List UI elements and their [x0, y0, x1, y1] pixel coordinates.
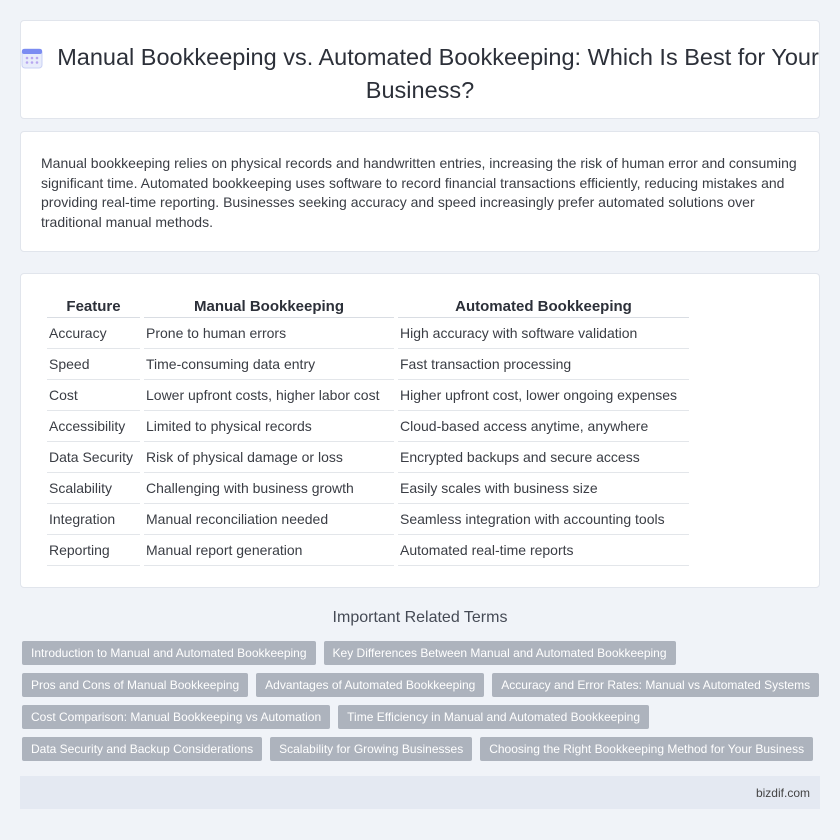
automated-cell: Automated real-time reports [398, 535, 689, 566]
automated-cell: Fast transaction processing [398, 349, 689, 380]
intro-card [20, 131, 820, 252]
tag-row [22, 737, 822, 769]
related-terms-heading: Important Related Terms [332, 609, 508, 626]
tag-row [22, 673, 822, 705]
table-row [47, 504, 689, 535]
header-feature: Feature [47, 296, 140, 318]
feature-cell: Data Security [47, 442, 140, 473]
tag-row [22, 705, 822, 737]
feature-cell: Cost [47, 380, 140, 411]
title-card [20, 20, 820, 119]
related-term-link[interactable]: Pros and Cons of Manual Bookkeeping [22, 673, 248, 697]
manual-cell: Limited to physical records [144, 411, 394, 442]
comparison-table [43, 296, 693, 566]
manual-cell: Time-consuming data entry [144, 349, 394, 380]
feature-cell: Scalability [47, 473, 140, 504]
automated-cell: High accuracy with software validation [398, 318, 689, 349]
feature-cell: Reporting [47, 535, 140, 566]
related-term-link[interactable]: Scalability for Growing Businesses [270, 737, 472, 761]
comparison-card [20, 273, 820, 588]
table-row [47, 442, 689, 473]
page-title: Manual Bookkeeping vs. Automated Bookkeeping: Which Is Best for Your Business? [57, 44, 819, 103]
table-row [47, 535, 689, 566]
automated-cell: Cloud-based access anytime, anywhere [398, 411, 689, 442]
feature-cell: Accessibility [47, 411, 140, 442]
manual-cell: Challenging with business growth [144, 473, 394, 504]
header-automated: Automated Bookkeeping [398, 296, 689, 318]
related-term-link[interactable]: Cost Comparison: Manual Bookkeeping vs Automation [22, 705, 330, 729]
related-term-link[interactable]: Introduction to Manual and Automated Bookkeeping [22, 641, 316, 665]
table-header-row [47, 296, 689, 318]
feature-cell: Accuracy [47, 318, 140, 349]
page-title-wrap [21, 43, 819, 105]
related-term-link[interactable]: Choosing the Right Bookkeeping Method for Your Business [480, 737, 813, 761]
related-term-link[interactable]: Key Differences Between Manual and Automated Bookkeeping [324, 641, 676, 665]
related-term-link[interactable]: Advantages of Automated Bookkeeping [256, 673, 484, 697]
manual-cell: Risk of physical damage or loss [144, 442, 394, 473]
intro-text: Manual bookkeeping relies on physical records and handwritten entries, increasing the risk of human error and consuming significant time. Automated bookkeeping uses software to record financial transactions efficiently, reducing mistakes and providing real-time reporting. Businesses seeking accuracy and speed increasingly prefer automated solutions over traditional manual methods. [41, 155, 797, 230]
feature-cell: Integration [47, 504, 140, 535]
related-term-link[interactable]: Data Security and Backup Considerations [22, 737, 262, 761]
table-row [47, 411, 689, 442]
related-terms-list [22, 641, 822, 769]
footer [20, 776, 820, 809]
manual-cell: Prone to human errors [144, 318, 394, 349]
automated-cell: Higher upfront cost, lower ongoing expenses [398, 380, 689, 411]
table-row [47, 473, 689, 504]
tag-row [22, 641, 822, 673]
feature-cell: Speed [47, 349, 140, 380]
manual-cell: Manual report generation [144, 535, 394, 566]
site-name[interactable]: bizdif.com [755, 786, 810, 800]
table-row [47, 349, 689, 380]
header-manual: Manual Bookkeeping [144, 296, 394, 318]
automated-cell: Easily scales with business size [398, 473, 689, 504]
related-term-link[interactable]: Time Efficiency in Manual and Automated Bookkeeping [338, 705, 649, 729]
table-row [47, 380, 689, 411]
manual-cell: Lower upfront costs, higher labor cost [144, 380, 394, 411]
automated-cell: Encrypted backups and secure access [398, 442, 689, 473]
table-row [47, 318, 689, 349]
manual-cell: Manual reconciliation needed [144, 504, 394, 535]
calendar-icon [21, 47, 43, 76]
automated-cell: Seamless integration with accounting tools [398, 504, 689, 535]
related-term-link[interactable]: Accuracy and Error Rates: Manual vs Automated Systems [492, 673, 819, 697]
